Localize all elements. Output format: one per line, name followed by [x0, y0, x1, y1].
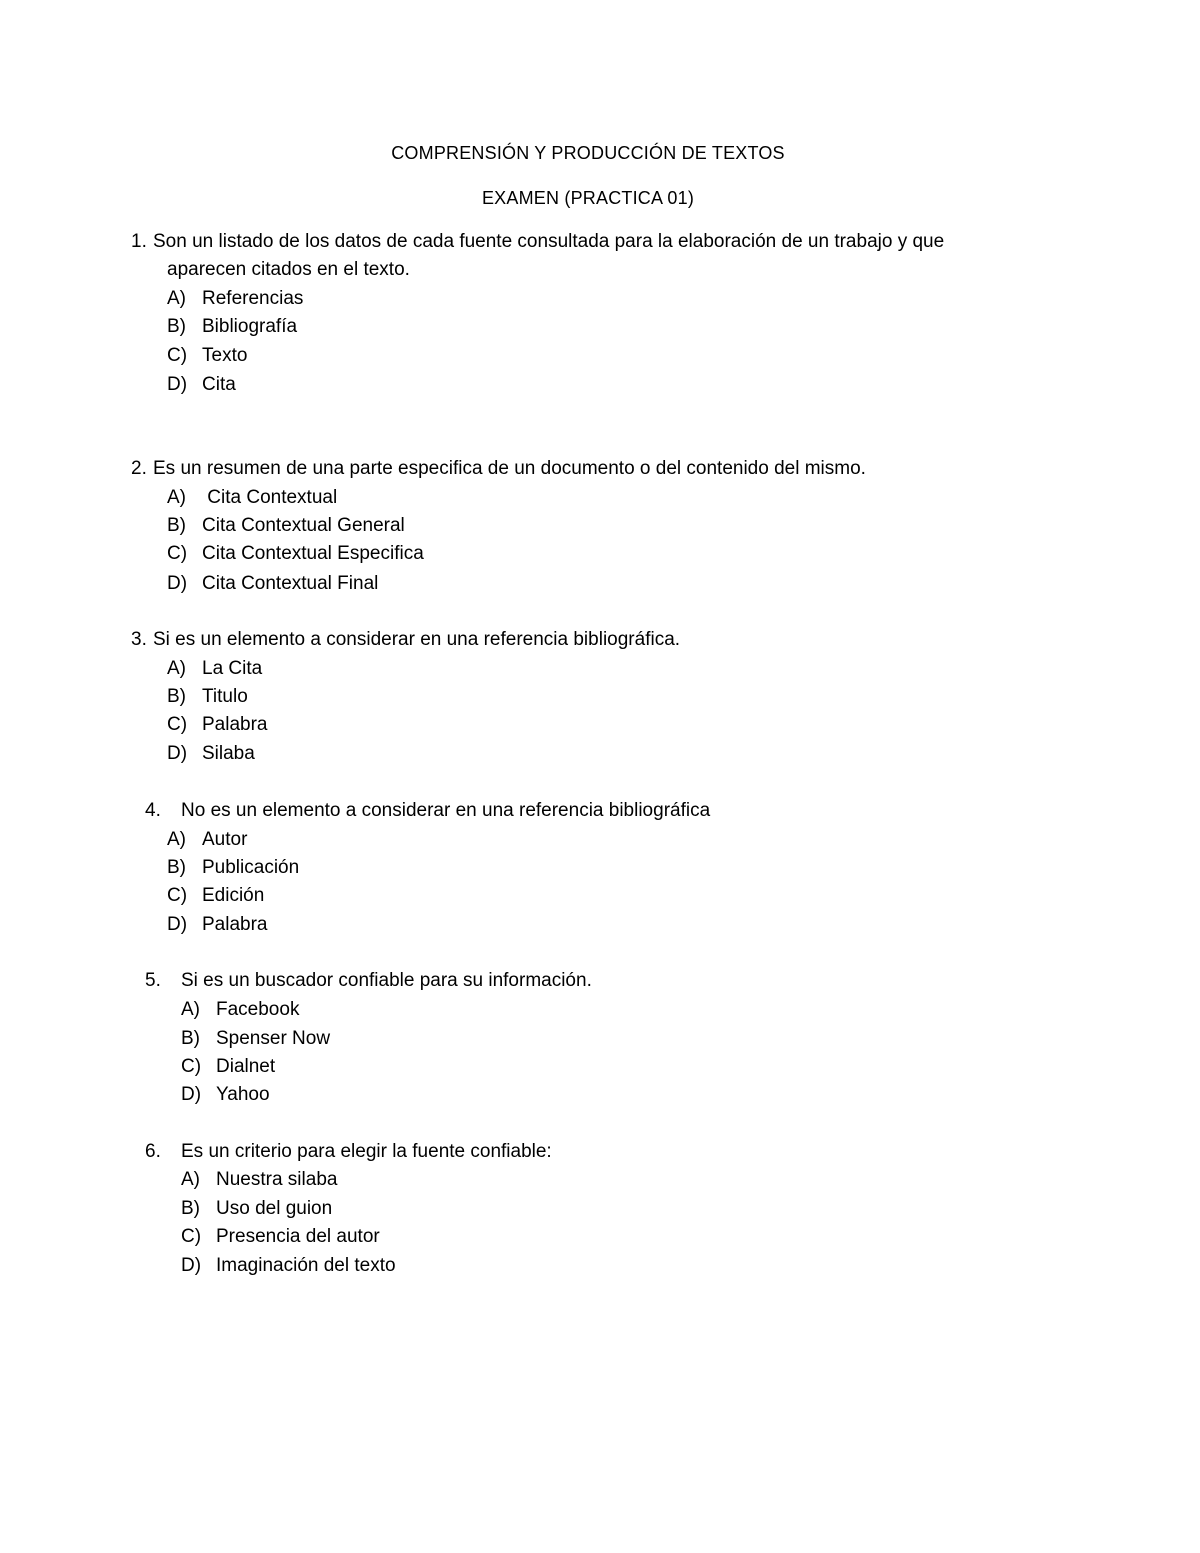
option-letter: A)	[167, 487, 186, 508]
option-text: Cita	[202, 374, 236, 395]
option-letter: C)	[167, 714, 188, 735]
option-text: Facebook	[216, 999, 300, 1020]
option-text: Texto	[202, 345, 248, 366]
option-text: Spenser Now	[216, 1028, 331, 1049]
option-letter: B)	[167, 316, 186, 337]
option-letter: A)	[181, 999, 200, 1020]
option-letter: D)	[167, 573, 188, 594]
option-text: Palabra	[202, 714, 268, 735]
option-letter: C)	[181, 1056, 202, 1077]
option-letter: D)	[167, 743, 188, 764]
question-text: Si es un elemento a considerar en una referencia bibliográfica.	[153, 629, 681, 650]
option-letter: C)	[167, 543, 188, 564]
option-text: Bibliografía	[202, 316, 298, 337]
document-subtitle: EXAMEN (PRACTICA 01)	[481, 188, 695, 208]
question-text: Es un resumen de una parte especifica de un documento o del contenido del mismo.	[153, 458, 866, 479]
question-number: 2.	[131, 458, 147, 479]
document-title: COMPRENSIÓN Y PRODUCCIÓN DE TEXTOS	[391, 143, 785, 163]
option-letter: B)	[167, 857, 186, 878]
option-text: Cita Contextual	[202, 487, 338, 508]
option-text: Cita Contextual General	[202, 515, 405, 536]
option-letter: A)	[167, 829, 186, 850]
option-text: Autor	[202, 829, 248, 850]
option-letter: D)	[167, 914, 188, 935]
option-text: Dialnet	[216, 1056, 276, 1077]
question-text: No es un elemento a considerar en una referencia bibliográfica	[181, 800, 711, 821]
question-text-continued: aparecen citados en el texto.	[167, 259, 410, 280]
question-number: 4.	[145, 800, 161, 821]
question-number: 1.	[131, 231, 147, 252]
question-text: Si es un buscador confiable para su información.	[181, 970, 592, 991]
question-number: 5.	[145, 970, 161, 991]
option-text: Cita Contextual Especifica	[202, 543, 424, 564]
option-letter: B)	[167, 686, 186, 707]
option-text: Publicación	[202, 857, 300, 878]
option-letter: A)	[167, 288, 186, 309]
option-letter: D)	[167, 374, 188, 395]
option-letter: B)	[167, 515, 186, 536]
option-text: Silaba	[202, 743, 255, 764]
option-text: La Cita	[202, 658, 263, 679]
question-text: Es un criterio para elegir la fuente confiable:	[181, 1141, 552, 1162]
option-text: Imaginación del texto	[216, 1255, 396, 1276]
option-text: Cita Contextual Final	[202, 573, 379, 594]
option-letter: C)	[167, 345, 188, 366]
question-text: Son un listado de los datos de cada fuente consultada para la elaboración de un trabajo y que	[153, 231, 945, 252]
option-letter: A)	[167, 658, 186, 679]
option-text: Titulo	[202, 686, 248, 707]
question-number: 6.	[145, 1141, 161, 1162]
option-text: Referencias	[202, 288, 304, 309]
option-text: Edición	[202, 885, 265, 906]
option-letter: B)	[181, 1198, 200, 1219]
option-letter: C)	[181, 1226, 202, 1247]
option-letter: A)	[181, 1169, 200, 1190]
option-text: Nuestra silaba	[216, 1169, 338, 1190]
option-text: Presencia del autor	[216, 1226, 380, 1247]
question-number: 3.	[131, 629, 147, 650]
option-letter: D)	[181, 1084, 202, 1105]
option-letter: C)	[167, 885, 188, 906]
option-text: Uso del guion	[216, 1198, 333, 1219]
option-text: Palabra	[202, 914, 268, 935]
option-letter: B)	[181, 1028, 200, 1049]
option-text: Yahoo	[216, 1084, 270, 1105]
option-letter: D)	[181, 1255, 202, 1276]
